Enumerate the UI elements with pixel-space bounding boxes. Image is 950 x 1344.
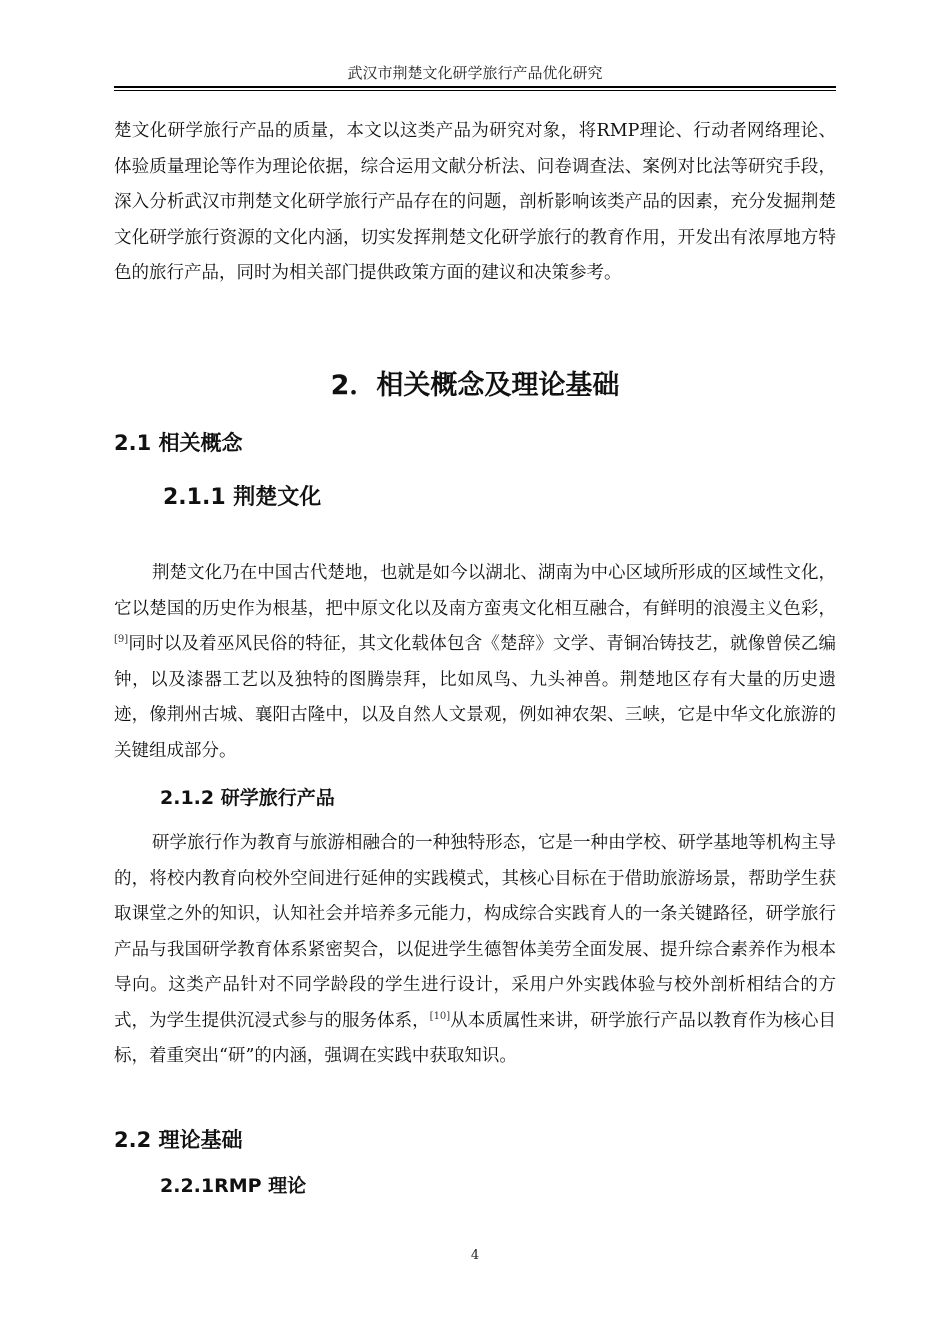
paragraph-text: 从本质属性来讲，研学旅行产品以教育作为核心目标，着重突出“研”的内涵，强调在实践中获取知识。 <box>114 1010 837 1066</box>
citation-marker: [9] <box>114 634 129 646</box>
page-number: 4 <box>470 1248 480 1263</box>
subsection-2-1-2-heading: 2.1.2 研学旅行产品 <box>160 787 335 809</box>
running-header: 武汉市荆楚文化研学旅行产品优化研究 <box>347 64 603 82</box>
section-2-2-heading: 2.2 理论基础 <box>114 1128 243 1152</box>
subsection-2-1-1-paragraph <box>114 556 836 769</box>
header-rule-thin <box>114 90 836 91</box>
subsection-2-1-2-paragraph <box>114 826 836 1075</box>
citation-marker: [10] <box>429 1010 451 1022</box>
subsection-2-1-1-heading: 2.1.1 荆楚文化 <box>163 485 322 510</box>
header-rule-thick <box>114 86 836 88</box>
paragraph-text: 研学旅行作为教育与旅游相融合的一种独特形态，它是一种由学校、研学基地等机构主导的，将校内教育向校外空间进行延伸的实践模式，其核心目标在于借助旅游场景，帮助学生获取课堂之外的知识，认知社会并培养多元能力，构成综合实践育人的一条关键路径，研学旅行产品与我国研学教育体系紧密契合，以促进学生德智体美劳全面发展、提升综合素养作为根本导向。这类产品针对不同学龄段的学生进行设计，采用户外实践体验与校外剖析相结合的方式，为学生提供沉浸式参与的服务体系， <box>114 833 836 1031</box>
paragraph-text: 荆楚文化乃在中国古代楚地，也就是如今以湖北、湖南为中心区域所形成的区域性文化，它以楚国的历史作为根基，把中原文化以及南方蛮夷文化相互融合，有鲜明的浪漫主义色彩， <box>114 563 836 619</box>
section-2-1-heading: 2.1 相关概念 <box>114 431 243 455</box>
subsection-2-2-1-heading: 2.2.1RMP 理论 <box>160 1175 307 1197</box>
paragraph-text: 同时以及着巫风民俗的特征，其文化载体包含《楚辞》文学、青铜冶铸技艺，就像曾侯乙编钟，以及漆器工艺以及独特的图腾崇拜，比如凤鸟、九头神兽。荆楚地区存有大量的历史遗迹，像荆州古城、襄阳古隆中，以及自然人文景观，例如神农架、三峡，它是中华文化旅游的关键组成部分。 <box>114 634 836 761</box>
intro-paragraph: 楚文化研学旅行产品的质量，本文以这类产品为研究对象，将RMP理论、行动者网络理论、体验质量理论等作为理论依据，综合运用文献分析法、问卷调查法、案例对比法等研究手段，深入分析武汉市荆楚文化研学旅行产品存在的问题，剖析影响该类产品的因素，充分发掘荆楚文化研学旅行资源的文化内涵，切实发挥荆楚文化研学旅行的教育作用，开发出有浓厚地方特色的旅行产品，同时为相关部门提供政策方面的建议和决策参考。 <box>114 121 836 283</box>
chapter-title: 2．相关概念及理论基础 <box>330 370 620 401</box>
